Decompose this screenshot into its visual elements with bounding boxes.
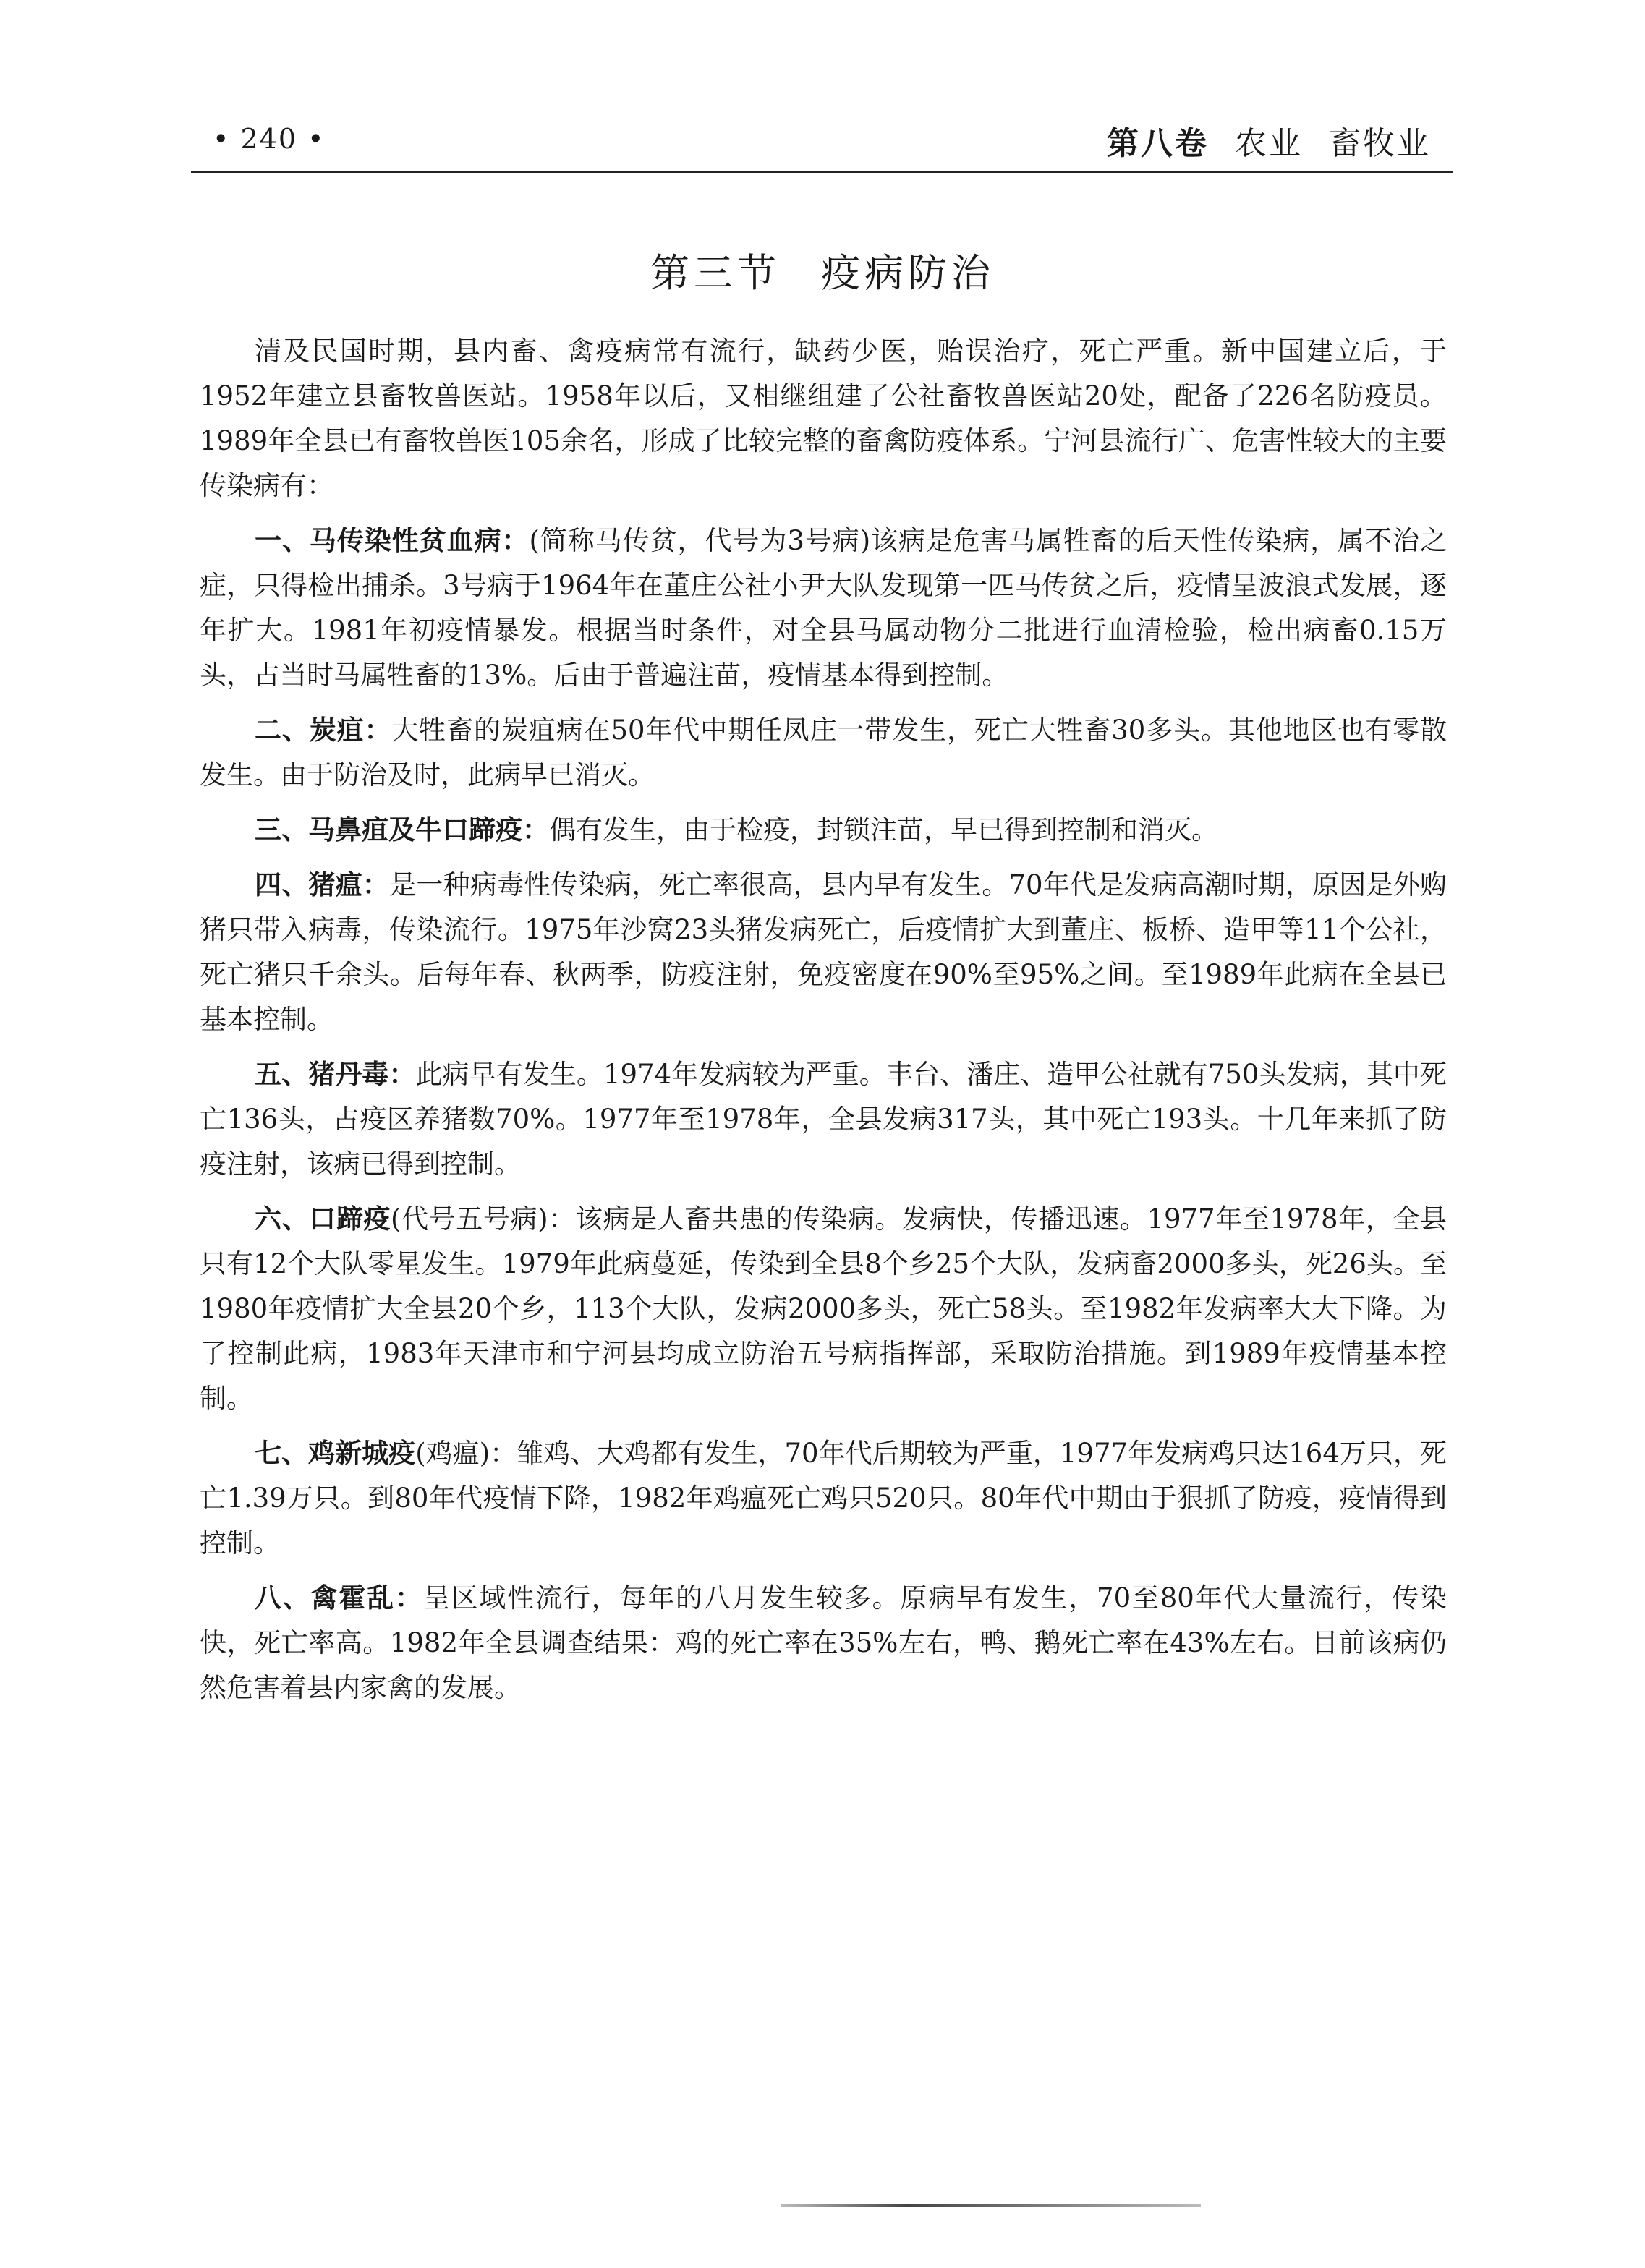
part-label-agriculture: 农业 — [1235, 125, 1303, 162]
item-text: 是一种病毒性传染病，死亡率很高，县内早有发生。70年代是发病高潮时期，原因是外购猪只带入病毒，传染流行。1975年沙窝23头猪发病死亡，后疫情扩大到董庄、板桥、造甲等11个公社，死亡猪只千余头。后每年春、秋两季，防疫注射，免疫密度在90%至95%之间。至1989年此病在全县已基本控制。 — [200, 869, 1447, 1035]
paragraph-item-8 — [200, 1576, 1447, 1710]
item-text: (鸡瘟)：雏鸡、大鸡都有发生，70年代后期较为严重，1977年发病鸡只达164万只，死亡1.39万只。到80年代疫情下降，1982年鸡瘟死亡鸡只520只。80年代中期由于狠抓了防疫，疫情得到控制。 — [200, 1438, 1448, 1559]
paragraph-item-3 — [200, 808, 1447, 853]
item-text: 呈区域性流行，每年的八月发生较多。原病早有发生，70至80年代大量流行，传染快，死亡率高。1982年全县调查结果：鸡的死亡率在35%左右，鸭、鹅死亡率在43%左右。目前该病仍然危害着县内家禽的发展。 — [200, 1582, 1447, 1703]
intro-paragraph: 清及民国时期，县内畜、禽疫病常有流行，缺药少医，贻误治疗，死亡严重。新中国建立后，于1952年建立县畜牧兽医站。1958年以后，又相继组建了公社畜牧兽医站20处，配备了226名防疫员。1989年全县已有畜牧兽医105余名，形成了比较完整的畜禽防疫体系。宁河县流行广、危害性较大的主要传染病有： — [200, 336, 1447, 501]
item-heading: 一、马传染性贫血病： — [255, 525, 530, 556]
paragraph-item-1 — [200, 519, 1447, 698]
paragraph-item-2 — [200, 708, 1447, 798]
paragraph-item-7 — [200, 1431, 1447, 1566]
item-text: 此病早有发生。1974年发病较为严重。丰台、潘庄、造甲公社就有750头发病，其中死亡136头，占疫区养猪数70%。1977年至1978年，全县发病317头，其中死亡193头。十几年来抓了防疫注射，该病已得到控制。 — [200, 1059, 1447, 1180]
page-number: • 240 • — [213, 123, 326, 155]
scan-artifact-line — [781, 2204, 1201, 2207]
volume-label: 第八卷 — [1107, 125, 1209, 162]
part-label-animal-husbandry: 畜牧业 — [1329, 125, 1431, 162]
header-rule — [191, 171, 1453, 173]
paragraph-item-5 — [200, 1052, 1447, 1187]
item-text: (代号五号病)：该病是人畜共患的传染病。发病快，传播迅速。1977年至1978年，全县只有12个大队零星发生。1979年此病蔓延，传染到全县8个乡25个大队，发病畜2000多头，死26头。至1980年疫情扩大全县20个乡，113个大队，发病2000多头，死亡58头。至1982年发病率大大下降。为了控制此病，1983年天津市和宁河县均成立防治五号病指挥部，采取防治措施。到1989年疫情基本控制。 — [200, 1203, 1447, 1414]
running-head — [191, 108, 1453, 174]
item-heading: 八、禽霍乱： — [255, 1582, 423, 1613]
section-name: 疫病防治 — [821, 250, 995, 296]
running-title — [1107, 117, 1431, 163]
section-number: 第三节 — [650, 250, 781, 296]
paragraph-item-4 — [200, 863, 1447, 1042]
body-text — [200, 329, 1447, 1721]
item-heading: 五、猪丹毒： — [255, 1059, 416, 1090]
item-heading: 七、鸡新城疫 — [255, 1438, 416, 1469]
paragraph-item-6 — [200, 1197, 1447, 1421]
item-text: 大牲畜的炭疽病在50年代中期任凤庄一带发生，死亡大牲畜30多头。其他地区也有零散发生。由于防治及时，此病早已消灭。 — [200, 715, 1447, 790]
item-text: 偶有发生，由于检疫，封锁注苗，早已得到控制和消灭。 — [549, 814, 1218, 845]
item-heading: 二、炭疽： — [255, 715, 392, 746]
item-heading: 六、口蹄疫 — [255, 1203, 391, 1235]
item-heading: 四、猪瘟： — [255, 869, 390, 900]
section-title — [0, 242, 1645, 298]
item-text: (简称马传贫，代号为3号病)该病是危害马属牲畜的后天性传染病，属不治之症，只得检出捕杀。3号病于1964年在董庄公社小尹大队发现第一匹马传贫之后，疫情呈波浪式发展，逐年扩大。1981年初疫情暴发。根据当时条件，对全县马属动物分二批进行血清检验，检出病畜0.15万头，占当时马属牲畜的13%。后由于普遍注苗，疫情基本得到控制。 — [200, 525, 1447, 691]
item-heading: 三、马鼻疽及牛口蹄疫： — [255, 814, 549, 845]
